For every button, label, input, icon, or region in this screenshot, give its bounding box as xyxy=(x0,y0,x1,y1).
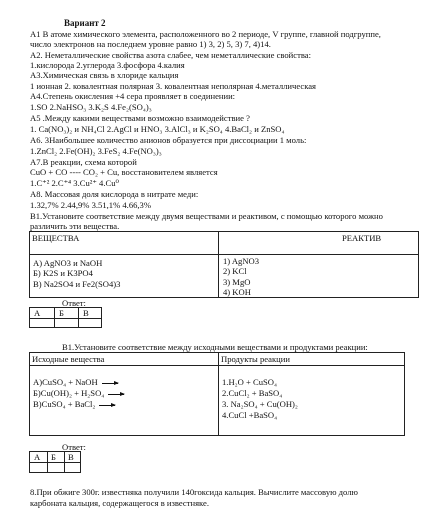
table2-left-b xyxy=(33,388,124,398)
table2-right-3: 3. Na₂SO₄ + Cu(OH)₂ xyxy=(222,399,298,409)
line-a8-1: A8. Массовая доля кислорода в нитрате меди: xyxy=(30,189,199,199)
line-a2-1: A2. Неметаллические свойства азота слабее, чем неметаллические свойства: xyxy=(30,50,311,60)
b1-second-title: B1.Установите соответствие между исходными веществами и продуктами реакции: xyxy=(62,342,368,352)
match-table-1 xyxy=(29,231,419,298)
answer2-input-a[interactable] xyxy=(30,463,47,473)
table2-left-v-text: B)CuSO₄ + BaCl₂ xyxy=(33,399,96,409)
table2-header-line xyxy=(30,365,404,366)
table1-left-v: B) Na2SO4 и Fe2(SO4)3 xyxy=(33,279,121,289)
match-table-2 xyxy=(29,352,405,436)
line-a7-3: 1.C⁺² 2.C⁺⁴ 3.Cu²⁺ 4.Cu⁰ xyxy=(30,178,119,188)
line-a7-1: A7.В реакции, схема которой xyxy=(30,157,137,167)
line-a3-1: A3.Химическая связь в хлориде кальция xyxy=(30,70,179,80)
table1-head-right: РЕАКТИВ xyxy=(342,233,382,243)
line-a8-2: 1.32,7% 2.44,9% 3.51,1% 4.66,3% xyxy=(30,200,152,210)
answer2-input-b[interactable] xyxy=(48,463,64,473)
table2-right-4: 4.CuCl +BaSO₄ xyxy=(222,410,278,420)
answer1-label: Ответ: xyxy=(62,298,86,308)
line-b1-2: различить эти вещества. xyxy=(30,221,120,231)
line-a5-1: A5 .Между какими веществами возможно взаимодействие ? xyxy=(30,113,250,123)
answer2-cell-b: Б xyxy=(51,452,56,462)
table1-right-4: 4) KOH xyxy=(223,287,251,297)
arrow-right-icon xyxy=(102,383,118,384)
line-a4-2: 1.SO 2.NaHSO₃ 3.K₂S 4.Fe₂(SO₄)₃ xyxy=(30,102,152,112)
line-a3-2: 1 ионная 2. ковалентная полярная 3. ковалентная неполярная 4.металлическая xyxy=(30,81,317,91)
line-b1-1: B1.Установите соответствие между двумя веществами и реактивом, с помощью которого можно xyxy=(30,211,383,221)
table1-left-a: A) AgNO3 и NaOH xyxy=(33,258,103,268)
line-a1-1: A1 В атоме химического элемента, расположенного во 2 периоде, V группе, главной подгруппе, xyxy=(30,29,381,39)
table1-left-b: Б) K2S и K3PO4 xyxy=(33,268,93,278)
table2-left-a-text: A)CuSO₄ + NaOH xyxy=(33,377,98,387)
table1-right-1: 1) AgNO3 xyxy=(223,256,260,266)
arrow-right-icon xyxy=(108,394,124,395)
answer2-input-v[interactable] xyxy=(65,463,81,473)
line-a6-2: 1.ZnCl₂ 2.Fe(OH)₂ 3.FeS₂ 4.Fe(NO₃)₃ xyxy=(30,146,162,156)
table2-right-1: 1.H₂O + CuSO₄ xyxy=(222,377,278,387)
answer2-grid xyxy=(29,451,81,473)
table1-right-2: 2) KCl xyxy=(223,266,247,276)
line-a1-2: число электронов на последнем уровне равно 1) 3, 2) 5, 3) 7, 4)14. xyxy=(30,39,271,49)
answer1-grid xyxy=(29,307,102,328)
answer1-input-b[interactable] xyxy=(55,319,78,328)
table2-left-b-text: Б)Cu(OH)₂ + H₂SO₄ xyxy=(33,388,105,398)
table2-left-a xyxy=(33,377,118,387)
answer2-cell-a: A xyxy=(34,452,41,462)
line-a5-2: 1. Ca(NO₃)₂ и NH₄Cl 2.AgCl и HNO₃ 3.AlCl₃ и K₂SO₄ 4.BaCl₂ и ZnSO₄ xyxy=(30,124,285,134)
task8-line-1: 8.При обжиге 300г. известняка получили 140гоксида кальция. Вычислите массовую долю xyxy=(30,487,358,497)
table1-head-left: ВЕЩЕСТВА xyxy=(32,233,80,243)
answer1-input-a[interactable] xyxy=(30,319,54,328)
table1-divider xyxy=(218,232,219,297)
answer2-label: Ответ: xyxy=(62,442,86,452)
table2-left-v xyxy=(33,399,115,409)
answer1-cell-a: A xyxy=(34,308,41,318)
table2-head-left: Исходные вещества xyxy=(32,354,105,364)
answer1-cell-v: B xyxy=(83,308,89,318)
table2-right-2: 2.CuCl₂ + BaSO₄ xyxy=(222,388,283,398)
answer1-cell-b: Б xyxy=(59,308,64,318)
line-a6-1: A6. 3Наибольшее количество анионов образуется при диссоциации 1 моль: xyxy=(30,135,307,145)
line-a7-2: CuO + CO ---- CO₂ + Cu, восстановителем является xyxy=(30,167,218,177)
table2-divider xyxy=(218,353,219,435)
line-a4-1: A4.Степень окисления +4 сера проявляет в соединении: xyxy=(30,91,236,101)
task8-line-2: карбоната кальция, содержащегося в известняке. xyxy=(30,498,209,508)
table2-head-right: Продукты реакции xyxy=(221,354,290,364)
answer1-input-v[interactable] xyxy=(79,319,102,328)
variant-title: Вариант 2 xyxy=(64,18,106,28)
arrow-right-icon xyxy=(99,405,115,406)
table1-right-3: 3) MgO xyxy=(223,277,251,287)
answer2-cell-v: B xyxy=(68,452,74,462)
line-a2-2: 1.кислорода 2.углерода 3.фосфора 4.калия xyxy=(30,60,185,70)
